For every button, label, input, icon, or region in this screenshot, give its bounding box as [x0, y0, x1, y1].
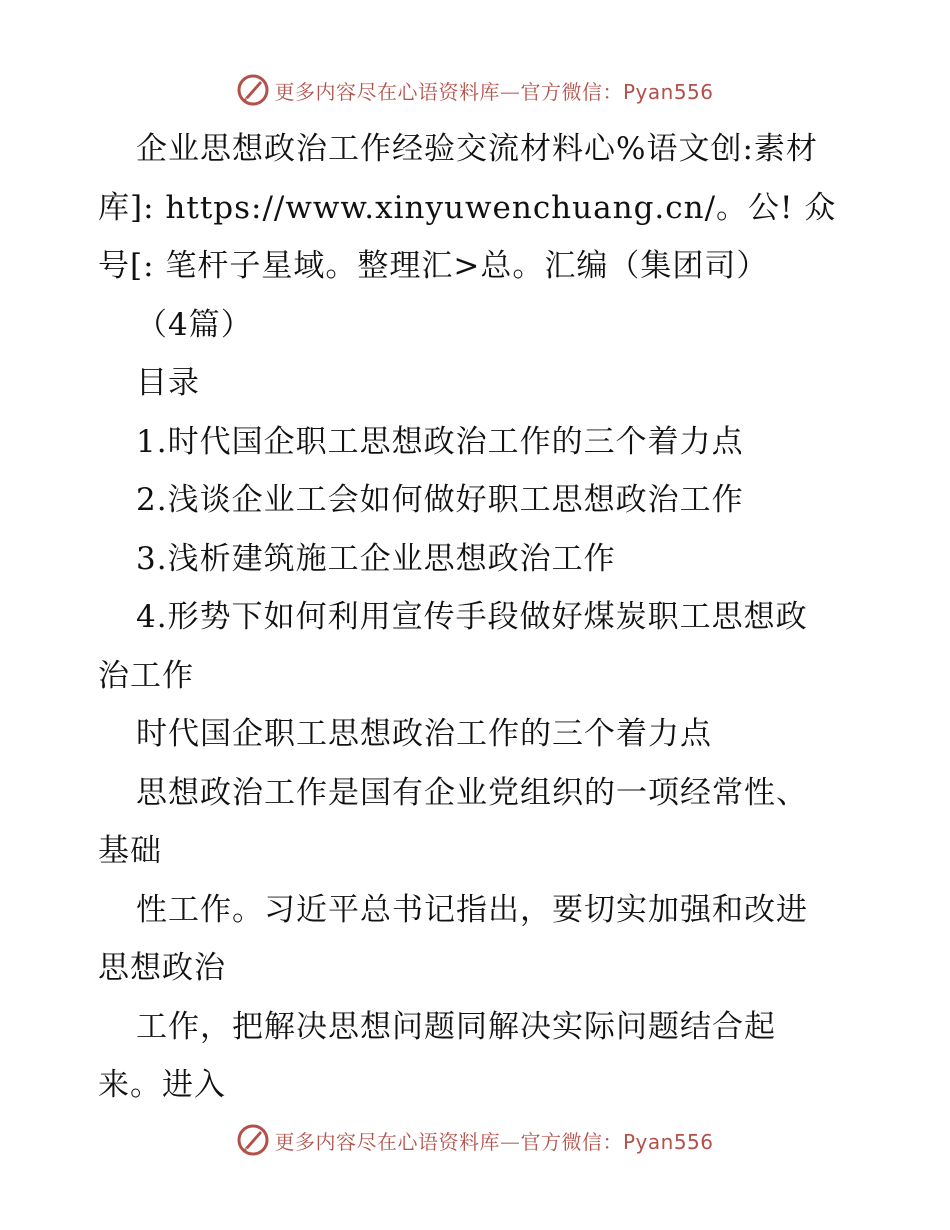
text-line: （4篇）	[136, 306, 253, 343]
watermark-main: 更多内容尽在心语资料库	[274, 1129, 500, 1154]
toc-item: 3.浅析建筑施工企业思想政治工作	[136, 540, 616, 577]
paragraph-line: 思想政治	[98, 950, 226, 986]
quill-logo-icon	[236, 73, 270, 107]
watermark-text	[274, 76, 713, 105]
paragraph-line: 思想政治工作是国有企业党组织的一项经常性、	[136, 774, 808, 811]
watermark-wechat-label: 官方微信：	[520, 79, 623, 104]
header-watermark	[0, 70, 950, 110]
toc-item-continuation: 治工作	[98, 657, 194, 694]
watermark-text	[274, 1126, 713, 1155]
toc-item: 2.浅谈企业工会如何做好职工思想政治工作	[136, 482, 744, 518]
toc-item: 4.形势下如何利用宣传手段做好煤炭职工思想政	[136, 599, 808, 635]
text-line: 企业思想政治工作经验交流材料心%语文创:素材	[136, 131, 818, 167]
toc-item: 1.时代国企职工思想政治工作的三个着力点	[136, 423, 744, 460]
section-title: 时代国企职工思想政治工作的三个着力点	[136, 716, 712, 752]
quill-logo-icon	[236, 1123, 270, 1157]
paragraph-line: 来。进入	[98, 1067, 226, 1103]
watermark-wechat-label: 官方微信：	[520, 1129, 623, 1154]
paragraph-line: 基础	[98, 833, 162, 869]
toc-heading: 目录	[136, 365, 200, 401]
watermark-wechat-id: Pyan556	[622, 1129, 714, 1154]
text-line: 号[: 笔杆子星域。整理汇>总。汇编（集团司）	[98, 248, 769, 284]
watermark-separator: —	[499, 1129, 521, 1154]
watermark-main: 更多内容尽在心语资料库	[274, 79, 500, 104]
watermark-separator: —	[499, 79, 521, 104]
paragraph-line: 工作，把解决思想问题同解决实际问题结合起	[136, 1008, 776, 1045]
watermark-wechat-id: Pyan556	[622, 79, 714, 104]
footer-watermark	[0, 1120, 950, 1160]
text-line: 库]: https://www.xinyuwenchuang.cn/。公! 众	[98, 189, 837, 226]
paragraph-line: 性工作。习近平总书记指出，要切实加强和改进	[136, 891, 808, 928]
document-body	[98, 120, 858, 1115]
